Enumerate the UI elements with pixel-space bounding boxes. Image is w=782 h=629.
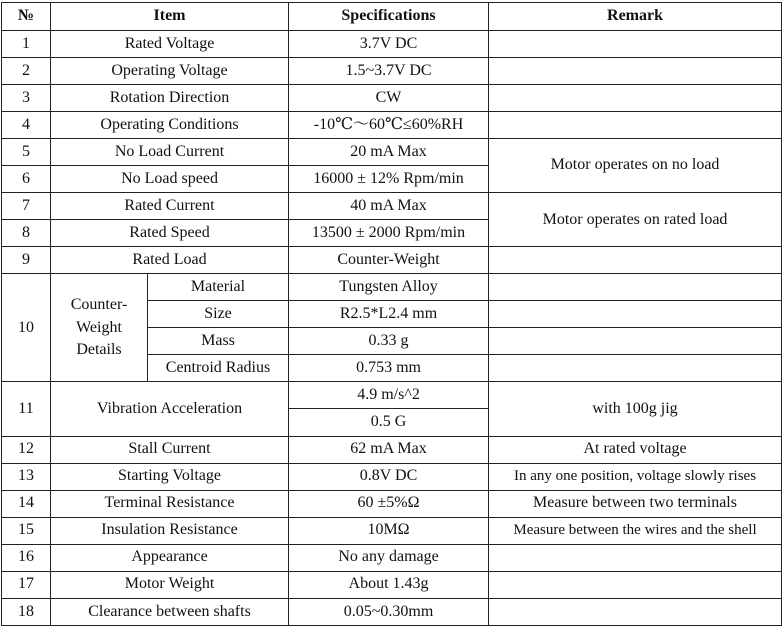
row-number: 16 xyxy=(2,544,51,571)
row-number: 5 xyxy=(2,139,51,166)
table-row xyxy=(2,571,782,598)
row-number: 1 xyxy=(2,31,51,58)
row-remark: Measure between two terminals xyxy=(489,490,782,517)
row-spec: 40 mA Max xyxy=(289,193,489,220)
row-spec: 0.5 G xyxy=(289,409,489,436)
row-item: No Load speed xyxy=(51,166,289,193)
row-item: Appearance xyxy=(51,544,289,571)
row-remark xyxy=(489,112,782,139)
row-spec: -10℃～60℃≤60%RH xyxy=(289,112,489,139)
row-spec: CW xyxy=(289,85,489,112)
table-row xyxy=(2,517,782,544)
row-item: No Load Current xyxy=(51,139,289,166)
row-item: Rated Speed xyxy=(51,220,289,247)
row-remark xyxy=(489,328,782,355)
row-number: 11 xyxy=(2,382,51,436)
header-spec: Specifications xyxy=(289,3,489,31)
row-number: 9 xyxy=(2,247,51,274)
row-remark xyxy=(489,31,782,58)
header-remark: Remark xyxy=(489,3,782,31)
row-spec: 10MΩ xyxy=(289,517,489,544)
table-row xyxy=(2,544,782,571)
row-number: 7 xyxy=(2,193,51,220)
row-number: 6 xyxy=(2,166,51,193)
row-item: Insulation Resistance xyxy=(51,517,289,544)
sub-item: Mass xyxy=(148,328,289,355)
row-spec: 0.753 mm xyxy=(289,355,489,382)
row-remark: In any one position, voltage slowly rises xyxy=(489,463,782,490)
row-remark xyxy=(489,598,782,625)
row-spec: 4.9 m/s^2 xyxy=(289,382,489,409)
row-spec: 60 ±5%Ω xyxy=(289,490,489,517)
table-row xyxy=(2,490,782,517)
row-spec: 0.05~0.30mm xyxy=(289,598,489,625)
table-row xyxy=(2,112,782,139)
row-spec: 3.7V DC xyxy=(289,31,489,58)
row-item: Rotation Direction xyxy=(51,85,289,112)
row-remark xyxy=(489,301,782,328)
table-row xyxy=(2,436,782,463)
group-label: Counter-Weight Details xyxy=(51,274,148,382)
row-item: Clearance between shafts xyxy=(51,598,289,625)
row-number: 10 xyxy=(2,274,51,382)
row-spec: About 1.43g xyxy=(289,571,489,598)
row-number: 8 xyxy=(2,220,51,247)
row-remark: At rated voltage xyxy=(489,436,782,463)
row-number: 18 xyxy=(2,598,51,625)
table-row xyxy=(2,463,782,490)
table-row xyxy=(2,139,782,166)
table-row xyxy=(2,598,782,625)
row-item: Rated Load xyxy=(51,247,289,274)
table-row xyxy=(2,193,782,220)
row-number: 13 xyxy=(2,463,51,490)
table-row xyxy=(2,58,782,85)
row-spec: Counter-Weight xyxy=(289,247,489,274)
row-spec: 13500 ± 2000 Rpm/min xyxy=(289,220,489,247)
row-spec: 62 mA Max xyxy=(289,436,489,463)
header-item: Item xyxy=(51,3,289,31)
row-number: 12 xyxy=(2,436,51,463)
row-spec: Tungsten Alloy xyxy=(289,274,489,301)
row-remark xyxy=(489,58,782,85)
spec-table xyxy=(1,2,782,626)
row-item: Terminal Resistance xyxy=(51,490,289,517)
sub-item: Material xyxy=(148,274,289,301)
row-item: Operating Voltage xyxy=(51,58,289,85)
row-remark xyxy=(489,571,782,598)
row-remark xyxy=(489,355,782,382)
row-number: 3 xyxy=(2,85,51,112)
row-item: Vibration Acceleration xyxy=(51,382,289,436)
row-spec: R2.5*L2.4 mm xyxy=(289,301,489,328)
row-remark: Measure between the wires and the shell xyxy=(489,517,782,544)
table-row xyxy=(2,382,782,409)
sub-item: Centroid Radius xyxy=(148,355,289,382)
row-remark xyxy=(489,274,782,301)
row-remark xyxy=(489,544,782,571)
row-spec: No any damage xyxy=(289,544,489,571)
row-spec: 0.33 g xyxy=(289,328,489,355)
row-remark: Motor operates on rated load xyxy=(489,193,782,247)
row-spec: 1.5~3.7V DC xyxy=(289,58,489,85)
row-spec: 20 mA Max xyxy=(289,139,489,166)
row-number: 17 xyxy=(2,571,51,598)
table-row xyxy=(2,274,782,301)
table-row xyxy=(2,85,782,112)
row-number: 14 xyxy=(2,490,51,517)
row-item: Stall Current xyxy=(51,436,289,463)
row-number: 15 xyxy=(2,517,51,544)
row-remark xyxy=(489,85,782,112)
table-row xyxy=(2,31,782,58)
row-remark: with 100g jig xyxy=(489,382,782,436)
row-item: Rated Current xyxy=(51,193,289,220)
row-item: Rated Voltage xyxy=(51,31,289,58)
row-remark xyxy=(489,247,782,274)
row-remark: Motor operates on no load xyxy=(489,139,782,193)
row-item: Operating Conditions xyxy=(51,112,289,139)
row-item: Motor Weight xyxy=(51,571,289,598)
header-no: № xyxy=(2,3,51,31)
table-row xyxy=(2,247,782,274)
row-number: 4 xyxy=(2,112,51,139)
header-row xyxy=(2,3,782,31)
row-item: Starting Voltage xyxy=(51,463,289,490)
row-spec: 16000 ± 12% Rpm/min xyxy=(289,166,489,193)
row-number: 2 xyxy=(2,58,51,85)
sub-item: Size xyxy=(148,301,289,328)
row-spec: 0.8V DC xyxy=(289,463,489,490)
